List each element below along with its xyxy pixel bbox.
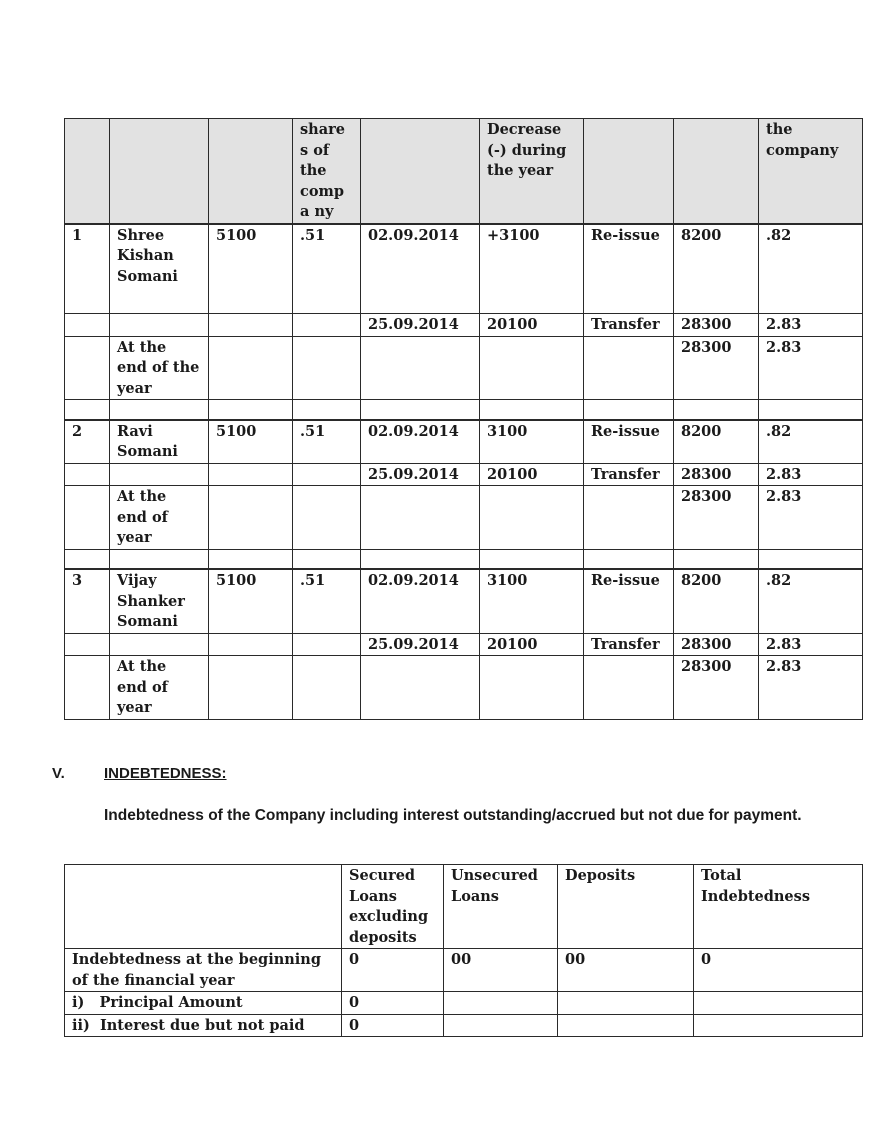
sr-no: 3	[65, 569, 110, 633]
header-cell-secured: Secured Loans excluding deposits	[342, 865, 444, 949]
empty-cell	[480, 336, 584, 400]
date: 02.09.2014	[361, 420, 480, 464]
empty-cell	[584, 549, 674, 569]
change: 20100	[480, 314, 584, 337]
empty-cell	[361, 656, 480, 720]
cumulative-shares: 8200	[674, 420, 759, 464]
empty-cell	[110, 314, 209, 337]
header-cell-pct-shares: shares of the compa ny	[293, 119, 361, 224]
shareholder-name: Vijay Shanker Somani	[110, 569, 209, 633]
empty-cell	[584, 486, 674, 550]
date: 02.09.2014	[361, 569, 480, 633]
reason: Re-issue	[584, 569, 674, 633]
secured-value: 0	[342, 1014, 444, 1037]
empty-cell	[65, 656, 110, 720]
table-row	[65, 224, 863, 314]
empty-cell	[209, 314, 293, 337]
reason: Transfer	[584, 633, 674, 656]
cumulative-pct: 2.83	[759, 463, 863, 486]
row-label: Indebtedness at the beginning of the financial year	[65, 949, 342, 992]
total-value: 0	[694, 949, 863, 992]
table-header-row	[65, 119, 863, 224]
empty-cell	[65, 400, 110, 420]
empty-cell	[480, 400, 584, 420]
empty-cell	[480, 486, 584, 550]
unsecured-value	[444, 992, 558, 1015]
pct-beginning: .51	[293, 569, 361, 633]
sr-no: 2	[65, 420, 110, 464]
pct-beginning: .51	[293, 420, 361, 464]
header-cell	[65, 865, 342, 949]
secured-value: 0	[342, 992, 444, 1015]
change: 20100	[480, 463, 584, 486]
empty-cell	[110, 633, 209, 656]
empty-cell	[674, 400, 759, 420]
empty-cell	[361, 549, 480, 569]
shares-beginning: 5100	[209, 420, 293, 464]
date: 25.09.2014	[361, 463, 480, 486]
header-cell	[65, 119, 110, 224]
empty-cell	[480, 549, 584, 569]
table-row	[65, 463, 863, 486]
pct-beginning: .51	[293, 224, 361, 314]
cumulative-shares: 8200	[674, 569, 759, 633]
empty-cell	[759, 549, 863, 569]
empty-cell	[65, 336, 110, 400]
section-description: Indebtedness of the Company including interest outstanding/accrued but not due for payment.	[104, 807, 802, 824]
shares-beginning: 5100	[209, 569, 293, 633]
empty-cell	[65, 549, 110, 569]
table-row-end-of-year	[65, 486, 863, 550]
table-row	[65, 420, 863, 464]
end-pct: 2.83	[759, 486, 863, 550]
empty-cell	[293, 463, 361, 486]
empty-cell	[293, 400, 361, 420]
table-row	[65, 1014, 863, 1037]
end-label: At the end of the year	[110, 336, 209, 400]
table-row-end-of-year	[65, 336, 863, 400]
empty-cell	[293, 633, 361, 656]
shareholding-change-table	[64, 118, 863, 720]
empty-cell	[65, 463, 110, 486]
header-cell-deposits: Deposits	[558, 865, 694, 949]
cumulative-shares: 8200	[674, 224, 759, 314]
change: 3100	[480, 569, 584, 633]
cumulative-pct: 2.83	[759, 633, 863, 656]
empty-cell	[209, 336, 293, 400]
date: 25.09.2014	[361, 633, 480, 656]
end-pct: 2.83	[759, 336, 863, 400]
empty-cell	[584, 656, 674, 720]
row-label: ii) Interest due but not paid	[65, 1014, 342, 1037]
empty-cell	[65, 633, 110, 656]
change: 3100	[480, 420, 584, 464]
header-cell-unsecured: Unsecured Loans	[444, 865, 558, 949]
empty-cell	[584, 400, 674, 420]
change: 20100	[480, 633, 584, 656]
shareholder-name: Ravi Somani	[110, 420, 209, 464]
empty-cell	[674, 549, 759, 569]
table-header-row	[65, 865, 863, 949]
empty-cell	[361, 400, 480, 420]
empty-cell	[65, 486, 110, 550]
empty-cell	[209, 549, 293, 569]
empty-cell	[361, 336, 480, 400]
spacer-row	[65, 549, 863, 569]
header-cell	[209, 119, 293, 224]
end-pct: 2.83	[759, 656, 863, 720]
empty-cell	[759, 400, 863, 420]
change: +3100	[480, 224, 584, 314]
deposits-value: 00	[558, 949, 694, 992]
total-value	[694, 992, 863, 1015]
header-cell	[584, 119, 674, 224]
header-cell-pct-company: the company	[759, 119, 863, 224]
empty-cell	[65, 314, 110, 337]
table-row	[65, 949, 863, 992]
header-cell-decrease: Decrease (-) during the year	[480, 119, 584, 224]
cumulative-pct: .82	[759, 569, 863, 633]
unsecured-value	[444, 1014, 558, 1037]
empty-cell	[480, 656, 584, 720]
secured-value: 0	[342, 949, 444, 992]
end-shares: 28300	[674, 336, 759, 400]
empty-cell	[110, 549, 209, 569]
empty-cell	[293, 314, 361, 337]
empty-cell	[361, 486, 480, 550]
table-row	[65, 569, 863, 633]
empty-cell	[110, 463, 209, 486]
deposits-value	[558, 1014, 694, 1037]
empty-cell	[209, 486, 293, 550]
spacer-row	[65, 400, 863, 420]
empty-cell	[209, 463, 293, 486]
header-cell	[110, 119, 209, 224]
empty-cell	[209, 400, 293, 420]
empty-cell	[584, 336, 674, 400]
cumulative-pct: .82	[759, 420, 863, 464]
sr-no: 1	[65, 224, 110, 314]
empty-cell	[110, 400, 209, 420]
total-value	[694, 1014, 863, 1037]
empty-cell	[293, 656, 361, 720]
cumulative-shares: 28300	[674, 633, 759, 656]
table-row	[65, 314, 863, 337]
end-label: At the end of year	[110, 486, 209, 550]
header-cell	[674, 119, 759, 224]
cumulative-pct: 2.83	[759, 314, 863, 337]
reason: Re-issue	[584, 224, 674, 314]
table-row	[65, 992, 863, 1015]
indebtedness-table	[64, 864, 863, 1037]
date: 02.09.2014	[361, 224, 480, 314]
deposits-value	[558, 992, 694, 1015]
section-number: V.	[52, 765, 65, 782]
unsecured-value: 00	[444, 949, 558, 992]
table-row-end-of-year	[65, 656, 863, 720]
reason: Transfer	[584, 314, 674, 337]
empty-cell	[293, 549, 361, 569]
table-row	[65, 633, 863, 656]
empty-cell	[293, 486, 361, 550]
date: 25.09.2014	[361, 314, 480, 337]
header-cell-total: Total Indebtedness	[694, 865, 863, 949]
reason: Re-issue	[584, 420, 674, 464]
empty-cell	[293, 336, 361, 400]
shares-beginning: 5100	[209, 224, 293, 314]
section-title: INDEBTEDNESS:	[104, 765, 227, 782]
header-cell	[361, 119, 480, 224]
shareholder-name: Shree Kishan Somani	[110, 224, 209, 314]
row-label: i) Principal Amount	[65, 992, 342, 1015]
empty-cell	[209, 633, 293, 656]
end-shares: 28300	[674, 656, 759, 720]
end-label: At the end of year	[110, 656, 209, 720]
cumulative-pct: .82	[759, 224, 863, 314]
end-shares: 28300	[674, 486, 759, 550]
empty-cell	[209, 656, 293, 720]
cumulative-shares: 28300	[674, 463, 759, 486]
reason: Transfer	[584, 463, 674, 486]
cumulative-shares: 28300	[674, 314, 759, 337]
